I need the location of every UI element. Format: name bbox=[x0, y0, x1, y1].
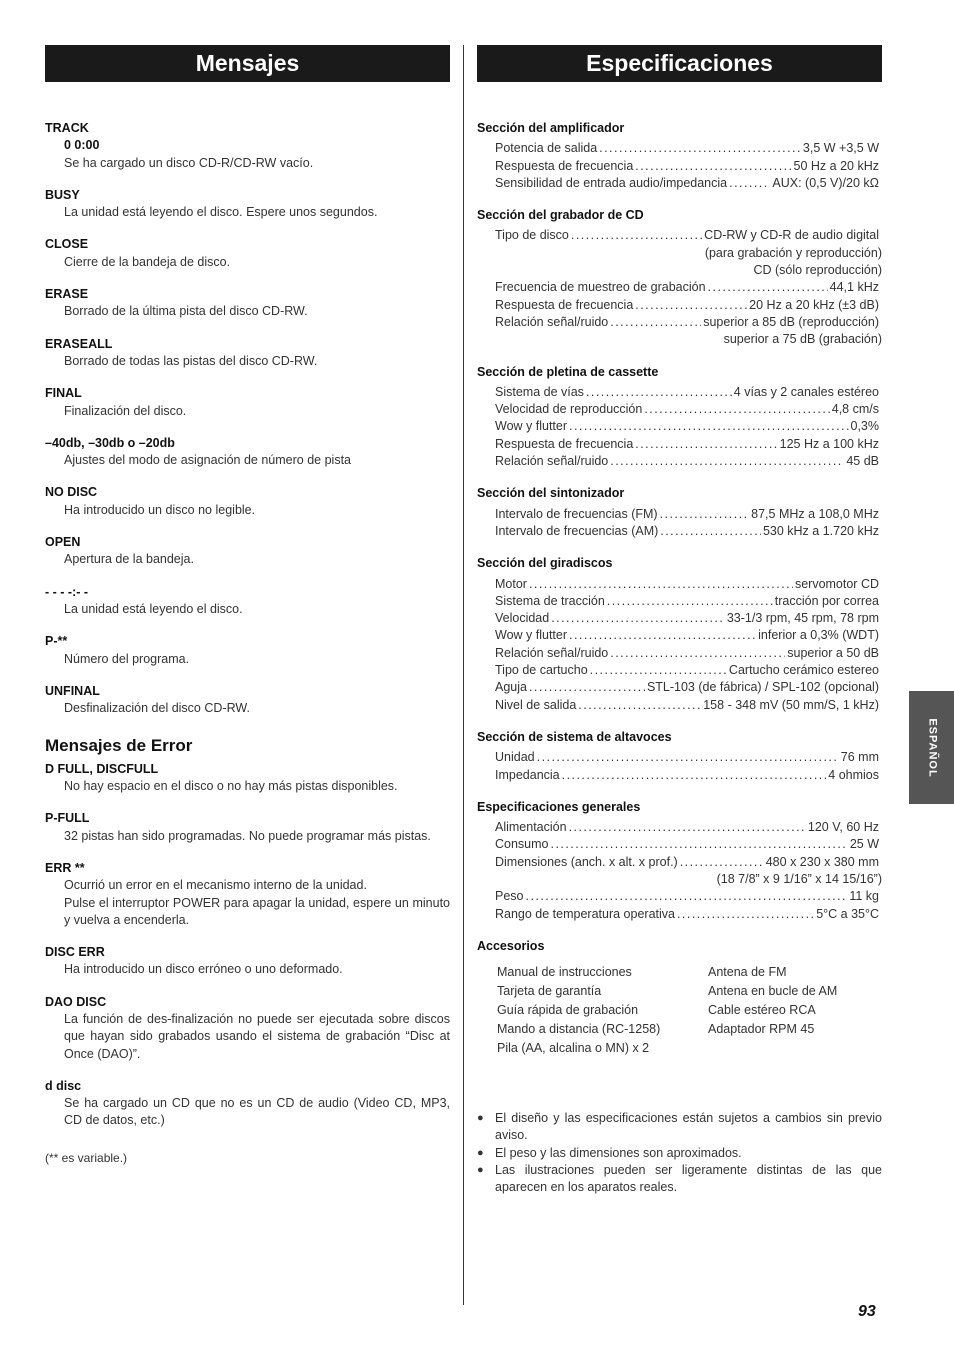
leader-dots bbox=[635, 158, 791, 175]
message-description: Se ha cargado un disco CD-R/CD-RW vacío. bbox=[64, 155, 314, 170]
spec-section-amplificador bbox=[477, 120, 882, 192]
error-description: No hay espacio en el disco o no hay más pistas disponibles. bbox=[64, 779, 398, 794]
leader-dots bbox=[537, 749, 839, 766]
spec-value: 87,5 MHz a 108,0 MHz bbox=[751, 506, 879, 521]
message-description: Borrado de todas las pistas del disco CD-RW. bbox=[64, 353, 318, 368]
leader-dots bbox=[590, 662, 727, 679]
message-code: –40db, –30db o –20db bbox=[45, 435, 175, 450]
leader-dots bbox=[529, 679, 645, 696]
language-tab-label: ESPAÑOL bbox=[926, 717, 939, 778]
spec-row bbox=[477, 401, 882, 418]
bullet-icon: ● bbox=[477, 1164, 484, 1177]
spec-row bbox=[477, 279, 882, 296]
specs-list bbox=[477, 120, 882, 1197]
spec-value: 480 x 230 x 380 mm bbox=[765, 854, 879, 869]
spec-section-altavoces bbox=[477, 729, 882, 784]
spec-row bbox=[477, 436, 882, 453]
message-description: Borrado de la última pista del disco CD-RW. bbox=[64, 304, 308, 319]
spec-label: Alimentación bbox=[495, 820, 567, 835]
leader-dots bbox=[607, 593, 773, 610]
spec-label: Respuesta de frecuencia bbox=[495, 436, 634, 451]
bullet-icon: ● bbox=[477, 1112, 484, 1125]
spec-label: Consumo bbox=[495, 837, 549, 852]
spec-value: 45 dB bbox=[846, 454, 879, 469]
mensajes-column bbox=[45, 45, 450, 1167]
spec-value: 50 Hz a 20 kHz bbox=[793, 158, 879, 173]
message-code: UNFINAL bbox=[45, 683, 100, 698]
spec-value: inferior a 0,3% (WDT) bbox=[758, 628, 879, 643]
leader-dots bbox=[562, 767, 827, 784]
list-item bbox=[45, 633, 450, 668]
error-description: Pulse el interruptor POWER para apagar la unidad, espere un minuto y vuelva a encenderla. bbox=[64, 895, 450, 927]
spec-value: STL-103 (de fábrica) / SPL-102 (opcional) bbox=[646, 680, 879, 695]
language-tab bbox=[909, 691, 954, 804]
spec-row bbox=[477, 679, 882, 696]
spec-row bbox=[477, 627, 882, 644]
list-item bbox=[45, 1078, 450, 1130]
list-item bbox=[45, 944, 450, 979]
message-description: Ha introducido un disco no legible. bbox=[64, 502, 256, 517]
spec-label: Impedancia bbox=[495, 767, 560, 782]
spec-row bbox=[477, 906, 882, 923]
spec-value: 33-1/3 rpm, 45 rpm, 78 rpm bbox=[726, 611, 879, 626]
list-item bbox=[45, 994, 450, 1063]
list-item bbox=[45, 860, 450, 929]
error-code: ERR ** bbox=[45, 860, 85, 875]
spec-label: Intervalo de frecuencias (FM) bbox=[495, 506, 658, 521]
spec-row bbox=[477, 506, 882, 523]
accessory-item: Adaptador RPM 45 bbox=[708, 1022, 815, 1037]
spec-label: Intervalo de frecuencias (AM) bbox=[495, 523, 659, 538]
spec-value-continuation: (para grabación y reproducción) bbox=[704, 245, 882, 260]
list-item bbox=[45, 336, 450, 371]
leader-dots bbox=[635, 436, 777, 453]
leader-dots bbox=[551, 836, 848, 853]
spec-section-cassette bbox=[477, 364, 882, 471]
spec-row bbox=[477, 140, 882, 157]
spec-label: Peso bbox=[495, 889, 524, 904]
list-item bbox=[45, 236, 450, 271]
mensajes-header: Mensajes bbox=[45, 45, 450, 82]
spec-row bbox=[477, 227, 882, 244]
message-code: CLOSE bbox=[45, 237, 89, 252]
list-item bbox=[45, 810, 450, 845]
leader-dots bbox=[569, 819, 806, 836]
error-description: Ocurrió un error en el mecanismo interno de la unidad. bbox=[64, 878, 367, 893]
message-description: Ajustes del modo de asignación de número de pista bbox=[64, 453, 351, 468]
list-item bbox=[45, 385, 450, 420]
spec-label: Rango de temperatura operativa bbox=[495, 906, 675, 921]
page-number: 93 bbox=[858, 1303, 876, 1320]
accessory-item: Antena de FM bbox=[708, 965, 787, 980]
spec-label: Motor bbox=[495, 576, 527, 591]
message-description: Desfinalización del disco CD-RW. bbox=[64, 701, 250, 716]
spec-label: Relación señal/ruido bbox=[495, 454, 609, 469]
message-code: - - - -:- - bbox=[45, 584, 89, 599]
spec-row bbox=[477, 888, 882, 905]
accessory-item: Guía rápida de grabación bbox=[497, 1003, 639, 1018]
message-code: P-** bbox=[45, 634, 68, 649]
spec-section-title: Especificaciones generales bbox=[477, 799, 641, 814]
error-description: Se ha cargado un CD que no es un CD de audio (Video CD, MP3, CD de datos, etc.) bbox=[64, 1096, 450, 1128]
spec-label: Nivel de salida bbox=[495, 697, 577, 712]
accessory-item: Manual de instrucciones bbox=[497, 965, 632, 980]
spec-section-generales bbox=[477, 799, 882, 923]
error-messages-heading: Mensajes de Error bbox=[45, 736, 193, 756]
spec-value-continuation: CD (sólo reproducción) bbox=[753, 263, 882, 278]
spec-value: 120 V, 60 Hz bbox=[807, 820, 879, 835]
leader-dots bbox=[677, 906, 814, 923]
spec-label: Sistema de tracción bbox=[495, 593, 605, 608]
spec-row bbox=[477, 523, 882, 540]
error-code: DAO DISC bbox=[45, 994, 107, 1009]
spec-row bbox=[477, 749, 882, 766]
spec-row bbox=[477, 384, 882, 401]
spec-label: Frecuencia de muestreo de grabación bbox=[495, 280, 706, 295]
spec-section-title: Sección del giradiscos bbox=[477, 556, 613, 571]
list-item bbox=[45, 534, 450, 569]
leader-dots bbox=[569, 418, 848, 435]
spec-value: 20 Hz a 20 kHz (±3 dB) bbox=[749, 297, 879, 312]
spec-section-title: Sección de sistema de altavoces bbox=[477, 729, 672, 744]
spec-value: servomotor CD bbox=[794, 576, 879, 591]
column-divider bbox=[463, 45, 464, 1305]
spec-label: Sistema de vías bbox=[495, 384, 584, 399]
spec-label: Respuesta de frecuencia bbox=[495, 297, 634, 312]
message-description: La unidad está leyendo el disco. Espere unos segundos. bbox=[64, 205, 378, 220]
leader-dots bbox=[680, 854, 764, 871]
spec-notes bbox=[477, 1110, 882, 1196]
especificaciones-column bbox=[477, 45, 882, 1197]
message-description: La unidad está leyendo el disco. bbox=[64, 601, 243, 616]
spec-section-grabador bbox=[477, 207, 882, 348]
spec-section-title: Sección del grabador de CD bbox=[477, 208, 644, 223]
spec-value: 3,5 W +3,5 W bbox=[802, 141, 879, 156]
message-description: Cierre de la bandeja de disco. bbox=[64, 254, 231, 269]
leader-dots bbox=[610, 314, 701, 331]
error-description: La función de des-finalización no puede ser ejecutada sobre discos que hayan sido grabados usando el sistema de grabación “Disc at Once (DAO)”. bbox=[64, 1011, 450, 1061]
spec-label: Wow y flutter bbox=[495, 419, 568, 434]
message-description: Apertura de la bandeja. bbox=[64, 552, 194, 567]
spec-value: 4 vías y 2 canales estéreo bbox=[733, 384, 879, 399]
leader-dots bbox=[660, 523, 761, 540]
spec-row bbox=[477, 662, 882, 679]
spec-value: 76 mm bbox=[840, 750, 879, 765]
spec-value: 158 - 348 mV (50 mm/S, 1 kHz) bbox=[703, 697, 879, 712]
spec-value: 0,3% bbox=[850, 419, 879, 434]
spec-label: Relación señal/ruido bbox=[495, 645, 609, 660]
note-text: El diseño y las especificaciones están sujetos a cambios sin previo aviso. bbox=[495, 1111, 882, 1143]
leader-dots bbox=[551, 610, 725, 627]
variable-note: (** es variable.) bbox=[45, 1150, 128, 1165]
message-code: NO DISC bbox=[45, 485, 98, 500]
spec-section-accesorios bbox=[477, 938, 882, 1058]
spec-row bbox=[477, 645, 882, 662]
spec-label: Unidad bbox=[495, 750, 535, 765]
leader-dots bbox=[635, 297, 747, 314]
message-code: OPEN bbox=[45, 535, 81, 550]
leader-dots bbox=[586, 384, 732, 401]
spec-label: Velocidad bbox=[495, 611, 550, 626]
bullet-icon: ● bbox=[477, 1146, 484, 1159]
message-code: BUSY bbox=[45, 187, 80, 202]
spec-value: 125 Hz a 100 kHz bbox=[779, 436, 879, 451]
accessory-item: Cable estéreo RCA bbox=[708, 1003, 816, 1018]
spec-label: Potencia de salida bbox=[495, 141, 598, 156]
list-item bbox=[45, 286, 450, 321]
spec-section-title: Accesorios bbox=[477, 938, 545, 953]
leader-dots bbox=[571, 227, 702, 244]
spec-value: CD-RW y CD-R de audio digital bbox=[704, 228, 879, 243]
spec-label: Velocidad de reproducción bbox=[495, 402, 643, 417]
spec-label: Relación señal/ruido bbox=[495, 314, 609, 329]
error-description: Ha introducido un disco erróneo o uno deformado. bbox=[64, 962, 343, 977]
spec-row bbox=[477, 576, 882, 593]
leader-dots bbox=[578, 697, 701, 714]
error-code: d disc bbox=[45, 1078, 82, 1093]
spec-label: Wow y flutter bbox=[495, 628, 568, 643]
list-item bbox=[45, 761, 450, 796]
spec-section-title: Sección del amplificador bbox=[477, 121, 625, 135]
accessory-item: Tarjeta de garantía bbox=[497, 984, 602, 999]
spec-label: Aguja bbox=[495, 680, 527, 695]
spec-row bbox=[477, 767, 882, 784]
leader-dots bbox=[708, 279, 828, 296]
spec-value: 4,8 cm/s bbox=[831, 402, 879, 417]
error-description: 32 pistas han sido programadas. No puede programar más pistas. bbox=[64, 828, 431, 843]
leader-dots bbox=[529, 576, 793, 593]
spec-row bbox=[477, 158, 882, 175]
spec-value: Cartucho cerámico estereo bbox=[728, 663, 879, 678]
accessory-item: Mando a distancia (RC-1258) bbox=[497, 1022, 661, 1037]
messages-list bbox=[45, 120, 450, 1167]
spec-row bbox=[477, 314, 882, 331]
message-code: TRACK bbox=[45, 121, 89, 135]
list-item bbox=[477, 1145, 882, 1162]
list-item bbox=[477, 1110, 882, 1145]
message-description: Finalización del disco. bbox=[64, 403, 187, 418]
list-item bbox=[45, 484, 450, 519]
spec-value-continuation: (18 7/8” x 9 1/16” x 14 15/16”) bbox=[716, 871, 882, 886]
note-text: Las ilustraciones pueden ser ligeramente distintas de las que aparecen en los aparatos reales. bbox=[495, 1163, 882, 1195]
spec-row bbox=[477, 819, 882, 836]
spec-label: Respuesta de frecuencia bbox=[495, 158, 634, 173]
leader-dots bbox=[729, 175, 770, 192]
especificaciones-header: Especificaciones bbox=[477, 45, 882, 82]
list-item bbox=[45, 435, 450, 470]
message-code: ERASEALL bbox=[45, 336, 113, 351]
spec-section-title: Sección del sintonizador bbox=[477, 486, 625, 501]
spec-value: 530 kHz a 1.720 kHz bbox=[762, 523, 879, 538]
spec-row bbox=[477, 297, 882, 314]
spec-section-sintonizador bbox=[477, 485, 882, 540]
message-subcode: 0 0:00 bbox=[64, 138, 100, 153]
message-code: ERASE bbox=[45, 287, 89, 302]
list-item bbox=[45, 187, 450, 222]
spec-label: Tipo de cartucho bbox=[495, 663, 588, 678]
spec-value: 11 kg bbox=[849, 889, 879, 904]
list-item bbox=[45, 584, 450, 619]
spec-row bbox=[477, 854, 882, 871]
spec-value: 4 ohmios bbox=[828, 767, 879, 782]
accessories-list bbox=[477, 963, 882, 1058]
leader-dots bbox=[569, 627, 756, 644]
leader-dots bbox=[644, 401, 829, 418]
error-code: DISC ERR bbox=[45, 945, 105, 960]
spec-row bbox=[477, 175, 882, 192]
spec-row bbox=[477, 453, 882, 470]
leader-dots bbox=[610, 645, 785, 662]
spec-row bbox=[477, 418, 882, 435]
leader-dots bbox=[660, 506, 750, 523]
message-code: FINAL bbox=[45, 386, 82, 401]
spec-label: Sensibilidad de entrada audio/impedancia bbox=[495, 175, 728, 190]
accessory-item: Pila (AA, alcalina o MN) x 2 bbox=[497, 1041, 650, 1056]
list-item bbox=[45, 120, 450, 172]
spec-row bbox=[477, 836, 882, 853]
message-description: Número del programa. bbox=[64, 651, 190, 666]
spec-section-giradiscos bbox=[477, 555, 882, 714]
list-item bbox=[477, 1162, 882, 1197]
note-text: El peso y las dimensiones son aproximados. bbox=[495, 1145, 742, 1160]
spec-value: tracción por correa bbox=[774, 593, 879, 608]
spec-value-continuation: superior a 75 dB (grabación) bbox=[723, 332, 882, 347]
leader-dots bbox=[599, 140, 801, 157]
spec-value: 44,1 kHz bbox=[829, 280, 879, 295]
spec-section-title: Sección de pletina de cassette bbox=[477, 364, 659, 379]
leader-dots bbox=[610, 453, 844, 470]
accessory-item: Antena en bucle de AM bbox=[708, 984, 838, 999]
spec-label: Dimensiones (anch. x alt. x prof.) bbox=[495, 854, 678, 869]
spec-value: AUX: (0,5 V)/20 kΩ bbox=[772, 175, 879, 190]
list-item bbox=[45, 683, 450, 718]
error-code: P-FULL bbox=[45, 811, 90, 826]
spec-label: Tipo de disco bbox=[495, 228, 569, 243]
spec-value: 5°C a 35°C bbox=[816, 906, 879, 921]
spec-value: superior a 85 dB (reproducción) bbox=[703, 314, 879, 329]
spec-row bbox=[477, 697, 882, 714]
leader-dots bbox=[526, 888, 848, 905]
spec-row bbox=[477, 610, 882, 627]
error-code: D FULL, DISCFULL bbox=[45, 761, 159, 776]
spec-value: 25 W bbox=[849, 837, 879, 852]
spec-row bbox=[477, 593, 882, 610]
spec-value: superior a 50 dB bbox=[787, 645, 879, 660]
